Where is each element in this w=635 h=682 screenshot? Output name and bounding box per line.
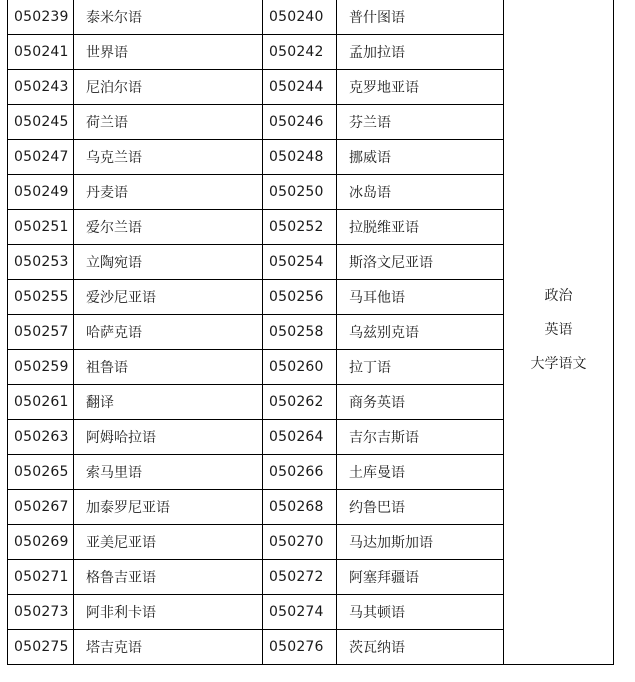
major-name: 芬兰语 [337,105,504,140]
major-name: 塔吉克语 [74,630,263,665]
major-name: 索马里语 [74,455,263,490]
major-code: 050239 [8,0,74,35]
major-name: 拉脱维亚语 [337,210,504,245]
major-code: 050253 [8,245,74,280]
exam-subject-chinese: 大学语文 [530,356,587,372]
major-code: 050247 [8,140,74,175]
major-code: 050268 [263,490,337,525]
major-name: 荷兰语 [74,105,263,140]
major-name: 茨瓦纳语 [337,630,504,665]
major-name: 立陶宛语 [74,245,263,280]
major-code: 050249 [8,175,74,210]
major-name: 加泰罗尼亚语 [74,490,263,525]
major-name: 马达加斯加语 [337,525,504,560]
major-code: 050262 [263,385,337,420]
major-name: 挪威语 [337,140,504,175]
exam-subjects-cell [504,0,614,665]
major-name: 格鲁吉亚语 [74,560,263,595]
major-code: 050273 [8,595,74,630]
major-code: 050240 [263,0,337,35]
major-code: 050261 [8,385,74,420]
major-code: 050255 [8,280,74,315]
major-code: 050241 [8,35,74,70]
major-name: 爱尔兰语 [74,210,263,245]
exam-subject-english: 英语 [544,322,573,338]
major-name: 哈萨克语 [74,315,263,350]
major-code: 050242 [263,35,337,70]
major-name: 尼泊尔语 [74,70,263,105]
major-code: 050259 [8,350,74,385]
major-code: 050264 [263,420,337,455]
major-code: 050272 [263,560,337,595]
major-code: 050266 [263,455,337,490]
major-code: 050250 [263,175,337,210]
major-name: 马耳他语 [337,280,504,315]
major-code: 050265 [8,455,74,490]
major-code: 050276 [263,630,337,665]
major-name: 阿非利卡语 [74,595,263,630]
major-name: 泰米尔语 [74,0,263,35]
major-name: 马其顿语 [337,595,504,630]
major-code: 050254 [263,245,337,280]
major-name: 阿塞拜疆语 [337,560,504,595]
major-code: 050274 [263,595,337,630]
major-code: 050244 [263,70,337,105]
major-name: 亚美尼亚语 [74,525,263,560]
major-code: 050275 [8,630,74,665]
major-name: 土库曼语 [337,455,504,490]
major-code: 050270 [263,525,337,560]
major-name: 爱沙尼亚语 [74,280,263,315]
exam-subjects-list [504,279,613,385]
major-name: 翻译 [74,385,263,420]
major-name: 丹麦语 [74,175,263,210]
major-name: 祖鲁语 [74,350,263,385]
major-code: 050251 [8,210,74,245]
major-code-table [7,0,614,665]
major-code: 050257 [8,315,74,350]
major-code: 050271 [8,560,74,595]
major-name: 阿姆哈拉语 [74,420,263,455]
major-name: 克罗地亚语 [337,70,504,105]
major-code: 050248 [263,140,337,175]
major-name: 孟加拉语 [337,35,504,70]
major-name: 冰岛语 [337,175,504,210]
major-name: 斯洛文尼亚语 [337,245,504,280]
major-name: 世界语 [74,35,263,70]
major-code: 050256 [263,280,337,315]
major-code: 050245 [8,105,74,140]
table-row [8,0,614,35]
major-name: 吉尔吉斯语 [337,420,504,455]
major-name: 约鲁巴语 [337,490,504,525]
major-name: 拉丁语 [337,350,504,385]
major-name: 乌克兰语 [74,140,263,175]
major-code: 050263 [8,420,74,455]
major-name: 乌兹别克语 [337,315,504,350]
exam-subject-politics: 政治 [544,288,573,304]
major-name: 普什图语 [337,0,504,35]
major-code: 050252 [263,210,337,245]
major-code: 050243 [8,70,74,105]
major-code: 050260 [263,350,337,385]
major-code: 050267 [8,490,74,525]
major-code: 050258 [263,315,337,350]
major-code: 050269 [8,525,74,560]
major-name: 商务英语 [337,385,504,420]
major-code: 050246 [263,105,337,140]
